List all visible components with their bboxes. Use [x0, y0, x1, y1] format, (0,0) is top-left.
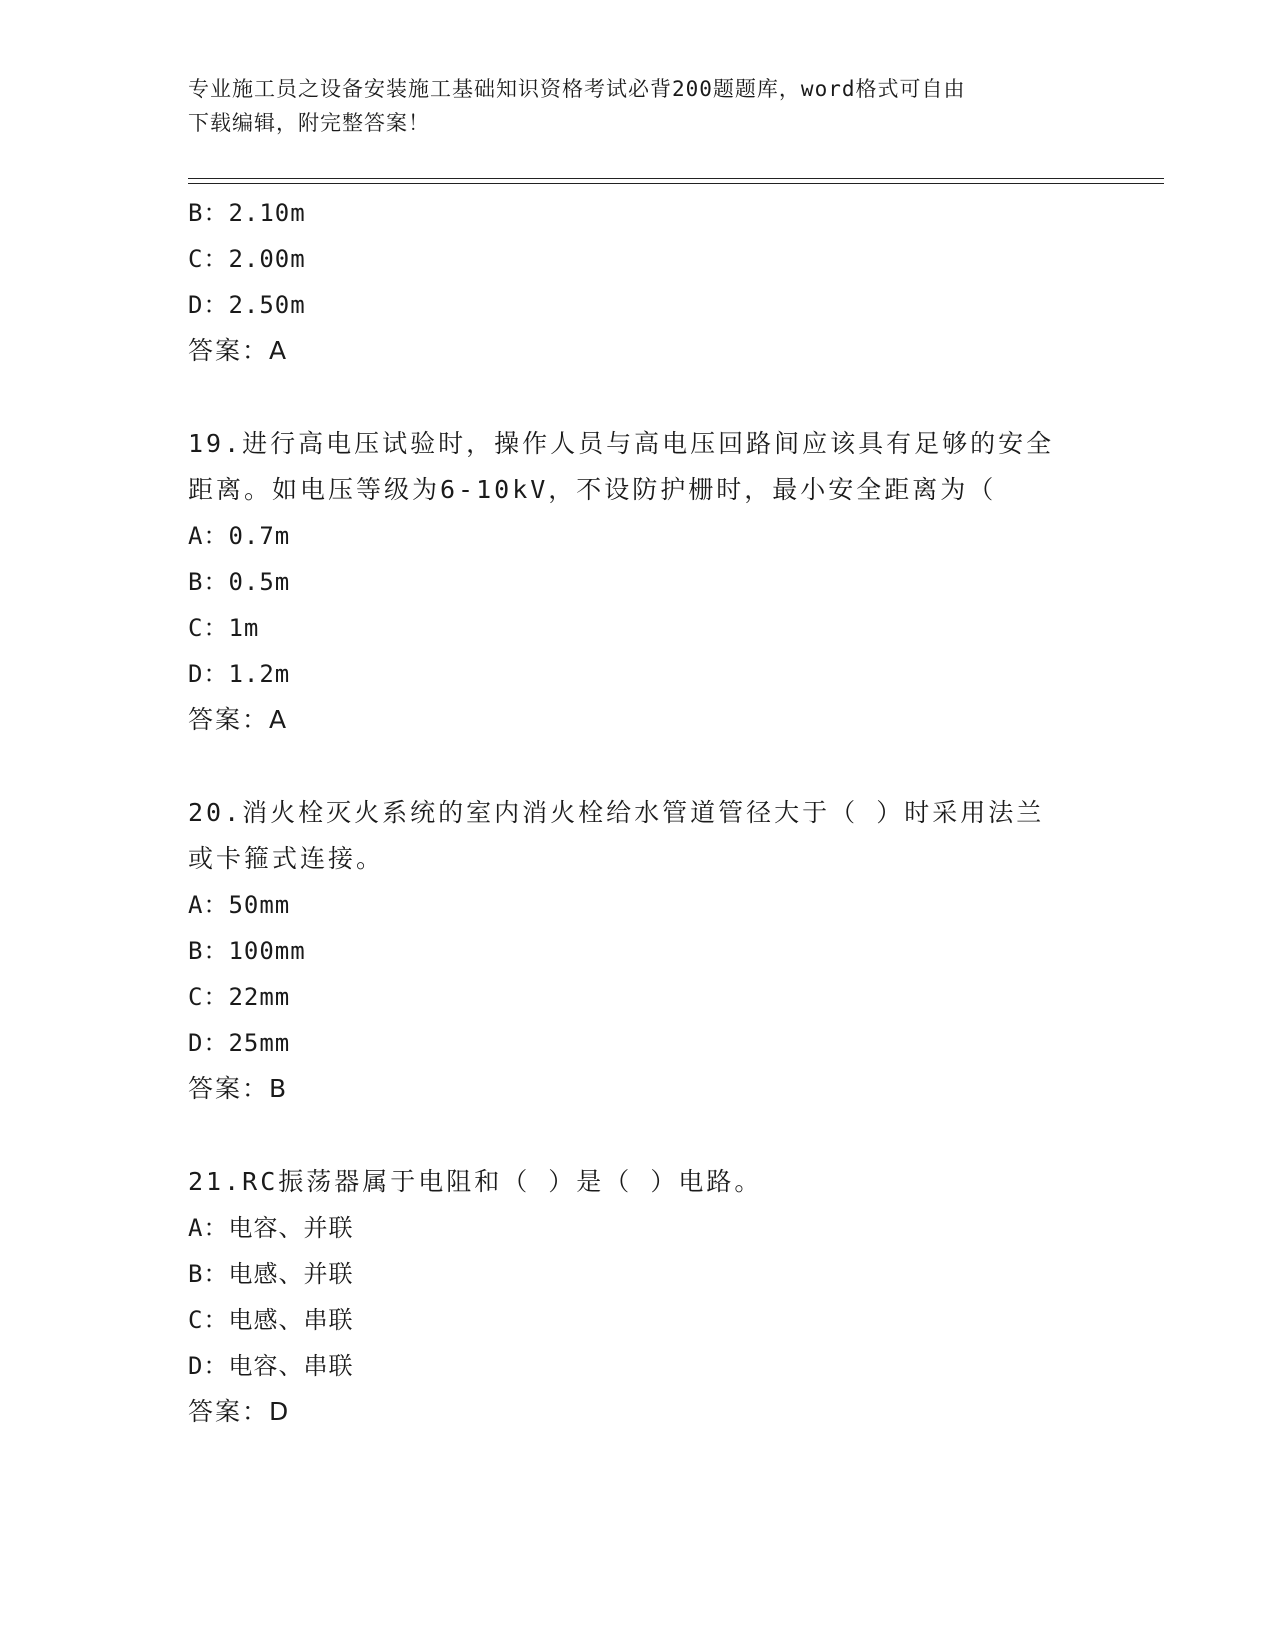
option-a: A：电容、并联	[188, 1214, 354, 1242]
option-a: A：0.7m	[188, 522, 291, 550]
question-21	[188, 1159, 1148, 1435]
question-spacer	[188, 374, 1148, 421]
option-c: C：电感、串联	[188, 1306, 354, 1334]
option-a: A：50mm	[188, 891, 291, 919]
answer-label: 答案：D	[188, 1397, 291, 1426]
option-b: B：2.10m	[188, 199, 306, 227]
question-list	[188, 190, 1148, 1435]
option-d: D：25mm	[188, 1029, 291, 1057]
question-20	[188, 790, 1148, 1112]
option-d: D：电容、串联	[188, 1352, 354, 1380]
question-spacer	[188, 1112, 1148, 1159]
option-c: C：1m	[188, 614, 260, 642]
header-title-line-1: 专业施工员之设备安装施工基础知识资格考试必背200题题库，word格式可自由	[188, 77, 966, 101]
option-b: B：100mm	[188, 937, 306, 965]
question-text-line: 20.消火栓灭火系统的室内消火栓给水管道管径大于（ ）时采用法兰	[188, 798, 1045, 827]
question-19	[188, 421, 1148, 743]
option-c: C：22mm	[188, 983, 291, 1011]
header-divider-top	[188, 178, 1164, 179]
question-text-line: 21.RC振荡器属于电阻和（ ）是（ ）电路。	[188, 1167, 763, 1196]
option-d: D：2.50m	[188, 291, 306, 319]
document-header	[188, 72, 1088, 140]
option-d: D：1.2m	[188, 660, 291, 688]
answer-label: 答案：A	[188, 336, 289, 365]
option-b: B：电感、并联	[188, 1260, 354, 1288]
answer-label: 答案：B	[188, 1074, 289, 1103]
option-b: B：0.5m	[188, 568, 291, 596]
header-title-line-2: 下载编辑，附完整答案！	[188, 111, 430, 135]
question-spacer	[188, 743, 1148, 790]
question-text-line: 19.进行高电压试验时，操作人员与高电压回路间应该具有足够的安全	[188, 429, 1055, 458]
header-divider-bottom	[188, 183, 1164, 184]
question-text-line: 或卡箍式连接。	[188, 844, 385, 873]
question-text-line: 距离。如电压等级为6-10kV，不设防护栅时，最小安全距离为（	[188, 475, 997, 504]
option-c: C：2.00m	[188, 245, 306, 273]
question-18-continued	[188, 190, 1148, 374]
answer-label: 答案：A	[188, 705, 289, 734]
